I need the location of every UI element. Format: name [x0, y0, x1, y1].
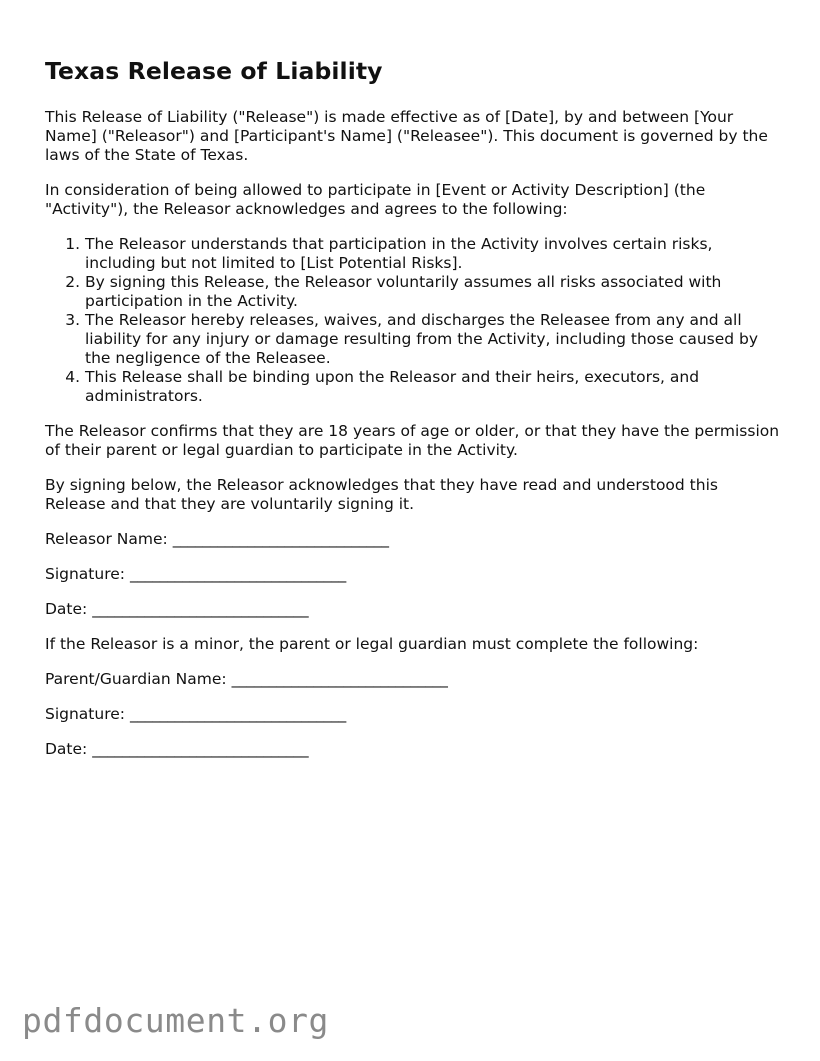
guardian-date-field[interactable] — [45, 740, 780, 759]
releasor-name-label: Releasor Name: — [45, 530, 168, 548]
guardian-signature-blank[interactable]: _____________________________ — [129, 705, 346, 723]
releasor-name-blank[interactable]: _____________________________ — [172, 530, 389, 548]
intro-paragraph: This Release of Liability ("Release") is made effective as of [Date], by and between [Your Name] ("Releasor") and [Participant's Name] ("Releasee"). This document is governed by the laws of the State of Texas. — [45, 108, 768, 164]
document-page — [45, 56, 780, 775]
guardian-date-blank[interactable]: _____________________________ — [92, 740, 309, 758]
guardian-name-field[interactable] — [45, 670, 780, 689]
guardian-signature-label: Signature: — [45, 705, 125, 723]
releasor-signature-blank[interactable]: _____________________________ — [129, 565, 346, 583]
term-item: 2. By signing this Release, the Releasor voluntarily assumes all risks associated with participation in the Activity. — [85, 273, 780, 311]
releasor-date-label: Date: — [45, 600, 88, 618]
guardian-name-blank[interactable]: _____________________________ — [231, 670, 448, 688]
watermark-text: pdfdocument.org — [22, 1001, 330, 1040]
releasor-date-blank[interactable]: _____________________________ — [92, 600, 309, 618]
term-item: 4. This Release shall be binding upon the Releasor and their heirs, executors, and administrators. — [85, 368, 780, 406]
releasor-signature-field[interactable] — [45, 565, 780, 584]
terms-list — [45, 235, 780, 406]
minor-instruction-paragraph: If the Releasor is a minor, the parent or legal guardian must complete the following: — [45, 635, 699, 653]
document-title: Texas Release of Liability — [45, 57, 383, 85]
releasor-signature-label: Signature: — [45, 565, 125, 583]
releasor-name-field[interactable] — [45, 530, 780, 549]
consideration-paragraph: In consideration of being allowed to participate in [Event or Activity Description] (the "Activity"), the Releasor acknowledges and agrees to the following: — [45, 181, 706, 218]
acknowledgement-paragraph: By signing below, the Releasor acknowledges that they have read and understood this Release and that they are voluntarily signing it. — [45, 476, 718, 513]
guardian-date-label: Date: — [45, 740, 88, 758]
term-item: 3. The Releasor hereby releases, waives, and discharges the Releasee from any and all liability for any injury or damage resulting from the Activity, including those caused by the negligence of the Releasee. — [85, 311, 780, 368]
guardian-name-label: Parent/Guardian Name: — [45, 670, 227, 688]
age-confirmation-paragraph: The Releasor confirms that they are 18 years of age or older, or that they have the permission of their parent or legal guardian to participate in the Activity. — [45, 422, 780, 459]
guardian-signature-field[interactable] — [45, 705, 780, 724]
term-item: 1. The Releasor understands that participation in the Activity involves certain risks, including but not limited to [List Potential Risks]. — [85, 235, 780, 273]
releasor-date-field[interactable] — [45, 600, 780, 619]
